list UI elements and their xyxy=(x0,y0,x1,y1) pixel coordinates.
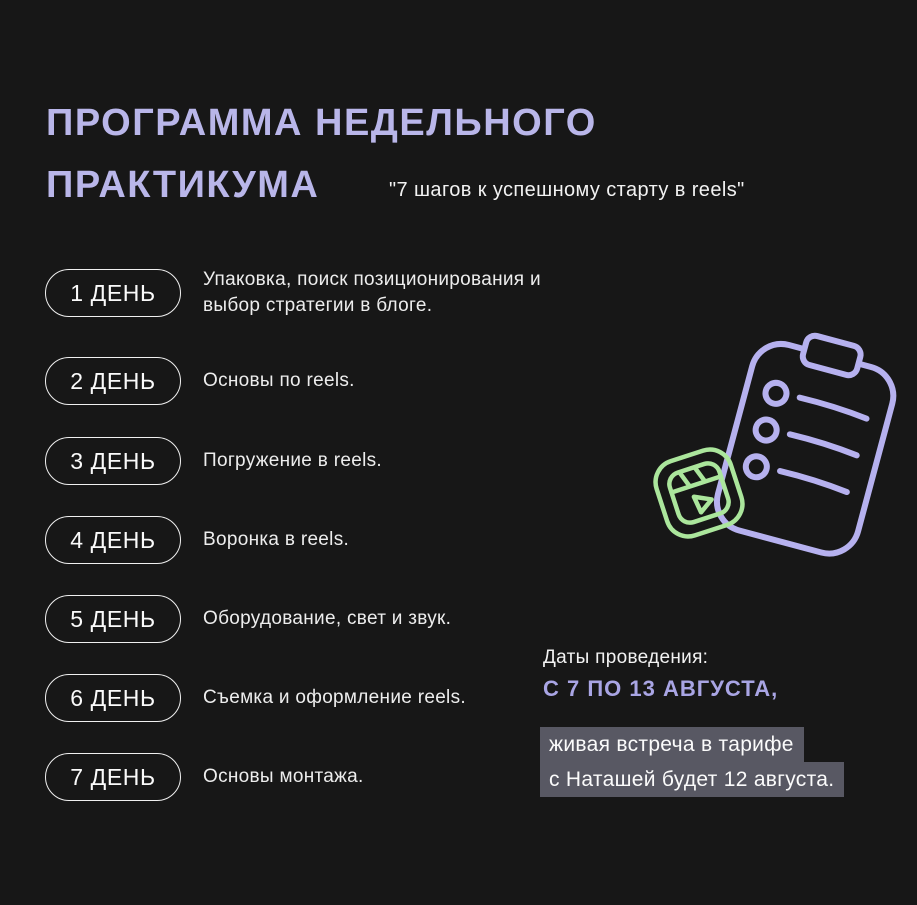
day-pill-label: 3 ДЕНЬ xyxy=(70,447,156,474)
day-description: Погружение в reels. xyxy=(203,450,382,471)
day-pill-2 xyxy=(45,357,181,405)
day-description: Упаковка, поиск позиционирования и выбор стратегии в блоге. xyxy=(203,269,541,316)
day-row-2 xyxy=(45,357,355,405)
day-description: Съемка и оформление reels. xyxy=(203,687,466,708)
day-row-1 xyxy=(45,267,583,319)
dates-range: С 7 ПО 13 АВГУСТА, xyxy=(543,676,779,701)
day-pill-label: 4 ДЕНЬ xyxy=(70,526,156,553)
day-pill-label: 1 ДЕНЬ xyxy=(70,279,156,306)
day-row-6 xyxy=(45,674,466,722)
day-description: Основы монтажа. xyxy=(203,766,364,787)
day-description: Основы по reels. xyxy=(203,370,355,391)
title-line-1: ПРОГРАММА НЕДЕЛЬНОГО xyxy=(46,102,597,144)
program-illustration xyxy=(645,326,915,566)
day-pill-7 xyxy=(45,753,181,801)
day-pill-3 xyxy=(45,437,181,485)
day-row-7 xyxy=(45,753,364,801)
day-description: Оборудование, свет и звук. xyxy=(203,608,452,629)
dates-label: Даты проведения: xyxy=(543,647,709,668)
day-row-4 xyxy=(45,516,349,564)
day-pill-label: 5 ДЕНЬ xyxy=(70,605,156,632)
day-description: Воронка в reels. xyxy=(203,529,350,550)
note-line-1: живая встреча в тарифе xyxy=(540,727,804,762)
day-row-3 xyxy=(45,437,382,485)
dates-note xyxy=(540,727,844,797)
day-pill-label: 6 ДЕНЬ xyxy=(70,684,156,711)
day-pill-label: 2 ДЕНЬ xyxy=(70,367,156,394)
note-line-2: с Наташей будет 12 августа. xyxy=(540,762,844,797)
clipboard-checklist-icon xyxy=(710,326,904,560)
title-line-2: ПРАКТИКУМА xyxy=(46,164,320,206)
day-pill-5 xyxy=(45,595,181,643)
day-pill-label: 7 ДЕНЬ xyxy=(70,763,156,790)
day-pill-4 xyxy=(45,516,181,564)
day-row-5 xyxy=(45,595,451,643)
program-subtitle: "7 шагов к успешному старту в reels" xyxy=(389,179,745,201)
day-pill-6 xyxy=(45,674,181,722)
day-pill-1 xyxy=(45,269,181,317)
